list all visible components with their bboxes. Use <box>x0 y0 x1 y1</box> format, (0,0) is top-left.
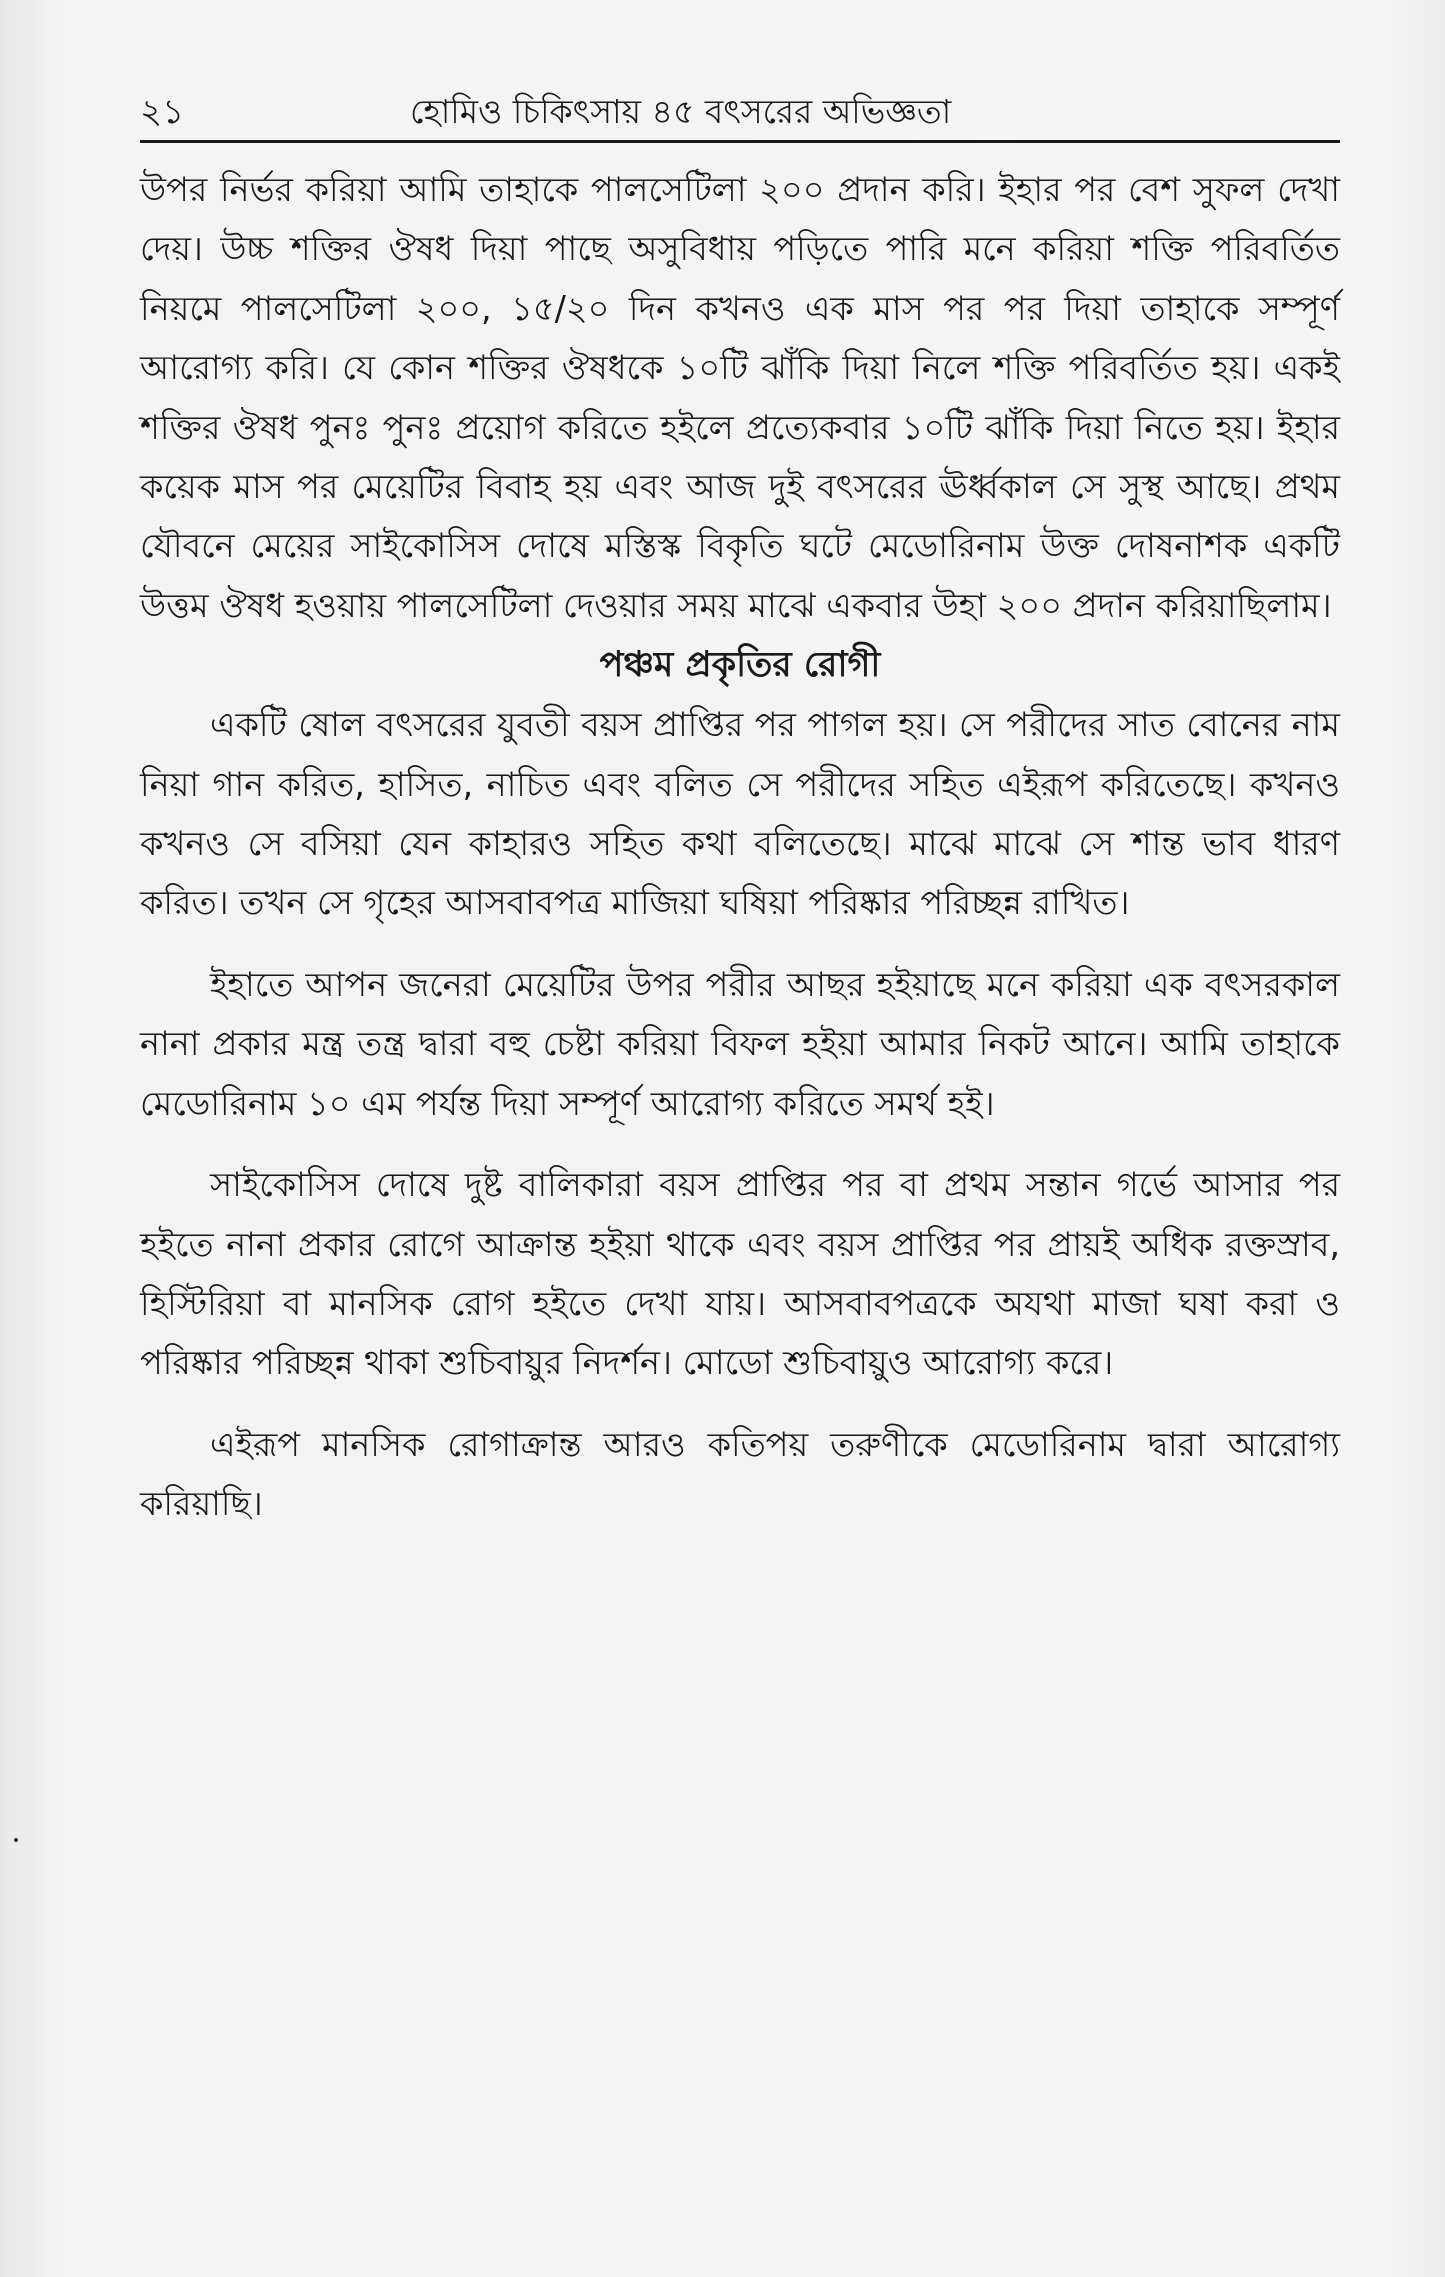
body-text <box>140 160 1340 1534</box>
page-number: ২১ <box>140 92 185 132</box>
paragraph: এইরূপ মানসিক রোগাক্রান্ত আরও কতিপয় তরুণীকে মেডোরিনাম দ্বারা আরোগ্য করিয়াছি। <box>140 1424 1340 1524</box>
running-head: হোমিও চিকিৎসায় ৪৫ বৎসরের অভিজ্ঞতা <box>410 92 952 131</box>
section-title: পঞ্চম প্রকৃতির রোগী <box>599 645 881 686</box>
paragraph: উপর নির্ভর করিয়া আমি তাহাকে পালসেটিলা ২০০ প্রদান করি। ইহার পর বেশ সুফল দেখা দেয়। উচ্চ শক্তির ঔষধ দিয়া পাছে অসুবিধায় পড়িতে পারি মনে করিয়া শক্তি পরিবর্তিত নিয়মে পালসেটিলা ২০০, ১৫/২০ দিন কখনও এক মাস পর পর দিয়া তাহাকে সম্পূর্ণ আরোগ্য করি। যে কোন শক্তির ঔষধকে ১০টি ঝাঁকি দিয়া নিলে শক্তি পরিবর্তিত হয়। একই শক্তির ঔষধ পুনঃ পুনঃ প্রয়োগ করিতে হইলে প্রত্যেকবার ১০টি ঝাঁকি দিয়া নিতে হয়। ইহার কয়েক মাস পর মেয়েটির বিবাহ হয় এবং আজ দুই বৎসরের ঊর্ধ্বকাল সে সুস্থ আছে। প্রথম যৌবনে মেয়ের সাইকোসিস দোষে মস্তিস্ক বিকৃতি ঘটে মেডোরিনাম উক্ত দোষনাশক একটি উত্তম ঔষধ হওয়ায় পালসেটিলা দেওয়ার সময় মাঝে একবার উহা ২০০ প্রদান করিয়াছিলাম। <box>140 170 1340 625</box>
paragraph: ইহাতে আপন জনেরা মেয়েটির উপর পরীর আছর হইয়াছে মনে করিয়া এক বৎসরকাল নানা প্রকার মন্ত্র তন্ত্র দ্বারা বহু চেষ্টা করিয়া বিফল হইয়া আমার নিকট আনে। আমি তাহাকে মেডোরিনাম ১০ এম পর্যন্ত দিয়া সম্পূর্ণ আরোগ্য করিতে সমর্থ হই। <box>140 964 1340 1123</box>
paragraph: একটি ষোল বৎসরের যুবতী বয়স প্রাপ্তির পর পাগল হয়। সে পরীদের সাত বোনের নাম নিয়া গান করিত, হাসিত, নাচিত এবং বলিত সে পরীদের সহিত এইরূপ করিতেছে। কখনও কখনও সে বসিয়া যেন কাহারও সহিত কথা বলিতেছে। মাঝে মাঝে সে শান্ত ভাব ধারণ করিত। তখন সে গৃহের আসবাবপত্র মাজিয়া ঘষিয়া পরিষ্কার পরিচ্ছন্ন রাখিত। <box>140 705 1340 923</box>
ink-speck <box>14 1838 18 1842</box>
paragraph: সাইকোসিস দোষে দুষ্ট বালিকারা বয়স প্রাপ্তির পর বা প্রথম সন্তান গর্ভে আসার পর হইতে নানা প্রকার রোগে আক্রান্ত হইয়া থাকে এবং বয়স প্রাপ্তির পর প্রায়ই অধিক রক্তস্রাব, হিস্টিরিয়া বা মানসিক রোগ হইতে দেখা যায়। আসবাবপত্রকে অযথা মাজা ঘষা করা ও পরিষ্কার পরিচ্ছন্ন থাকা শুচিবায়ুর নিদর্শন। মোডো শুচিবায়ুও আরোগ্য করে। <box>140 1165 1340 1383</box>
page-header <box>140 88 1340 143</box>
